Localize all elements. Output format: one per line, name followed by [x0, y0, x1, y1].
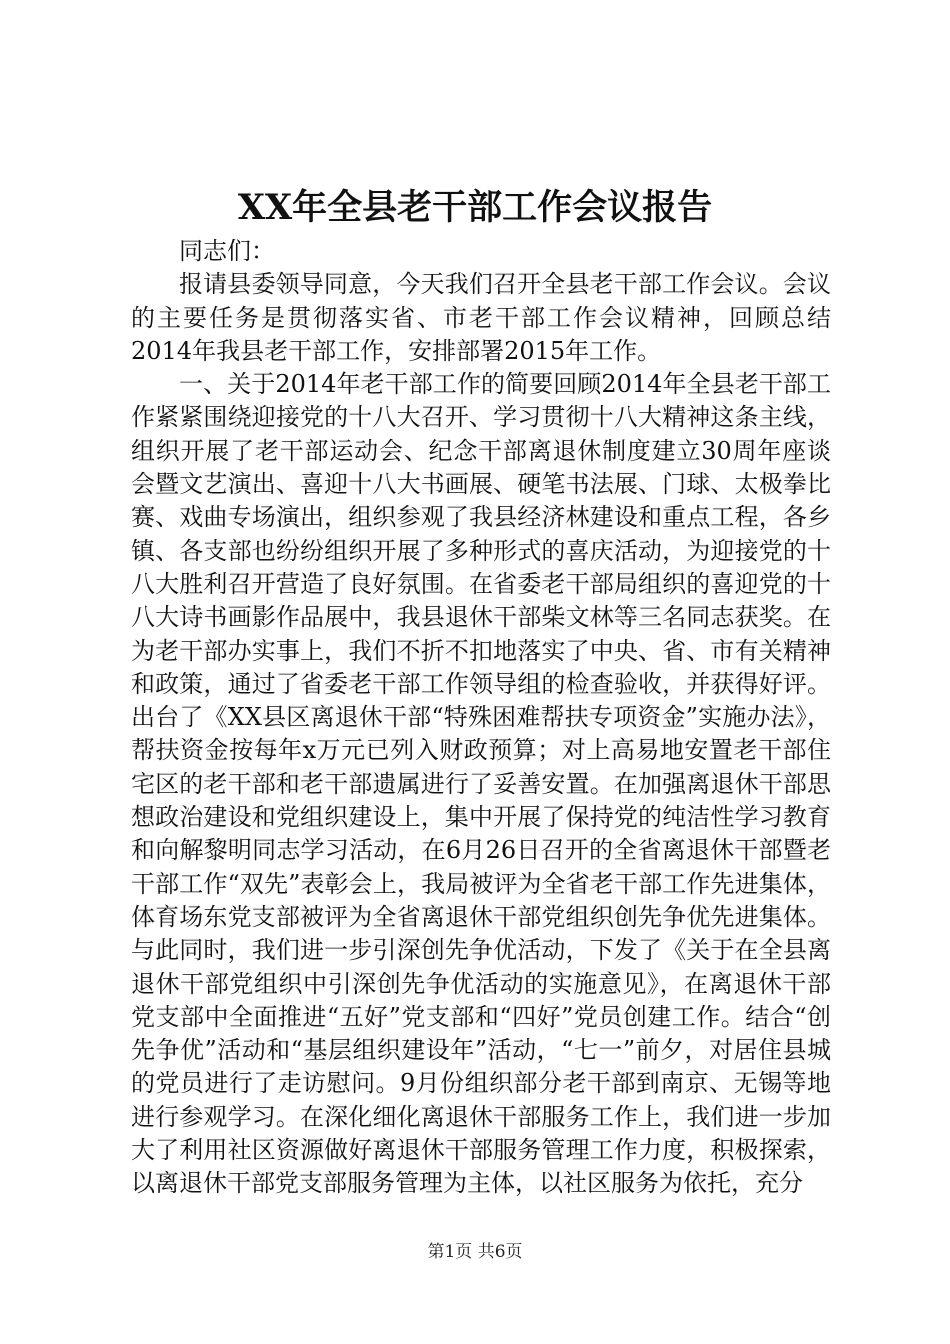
- page-footer: 第1页 共6页: [427, 1242, 523, 1262]
- paragraph-review: 一、关于2014年老干部工作的简要回顾2014年全县老干部工作紧紧围绕迎接党的十八大召开、学习贯彻十八大精神这条主线，组织开展了老干部运动会、纪念干部离退休制度建立30周年座谈会暨文艺演出、喜迎十八大书画展、硬笔书法展、门球、太极拳比赛、戏曲专场演出，组织参观了我县经济林建设和重点工程，各乡镇、各支部也纷纷组织开展了多种形式的喜庆活动，为迎接党的十八大胜利召开营造了良好氛围。在省委老干部局组织的喜迎党的十八大诗书画影作品展中，我县退休干部柴文林等三名同志获奖。在为老干部办实事上，我们不折不扣地落实了中央、省、市有关精神和政策，通过了省委老干部工作领导组的检查验收，并获得好评。出台了《XX县区离退休干部“特殊困难帮扶专项资金”实施办法》，帮扶资金按每年x万元已列入财政预算；对上高易地安置老干部住宅区的老干部和老干部遗属进行了妥善安置。在加强离退休干部思想政治建设和党组织建设上，集中开展了保持党的纯洁性学习教育和向解黎明同志学习活动，在6月26日召开的全省离退休干部暨老干部工作“双先”表彰会上，我局被评为全省老干部工作先进集体，体育场东党支部被评为全省离退休干部党组织创先争优先进集体。与此同时，我们进一步引深创先争优活动，下发了《关于在全县离退休干部党组织中引深创先争优活动的实施意见》，在离退休干部党支部中全面推进“五好”党支部和“四好”党员创建工作。结合“创先争优”活动和“基层组织建设年”活动，“七一”前夕，对居住县城的党员进行了走访慰问。9月份组织部分老干部到南京、无锡等地进行参观学习。在深化细化离退休干部服务工作上，我们进一步加大了利用社区资源做好离退休干部服务管理工作力度，积极探索，以离退休干部党支部服务管理为主体，以社区服务为依托，充分: [131, 370, 831, 1198]
- salutation: 同志们：: [179, 237, 275, 265]
- document-body: [131, 235, 831, 1201]
- document-title: XX年全县老干部工作会议报告: [237, 187, 713, 228]
- paragraph-intro: 报请县委领导同意，今天我们召开全县老干部工作会议。会议的主要任务是贯彻落实省、市老干部工作会议精神，回顾总结2014年我县老干部工作，安排部署2015年工作。: [131, 270, 831, 365]
